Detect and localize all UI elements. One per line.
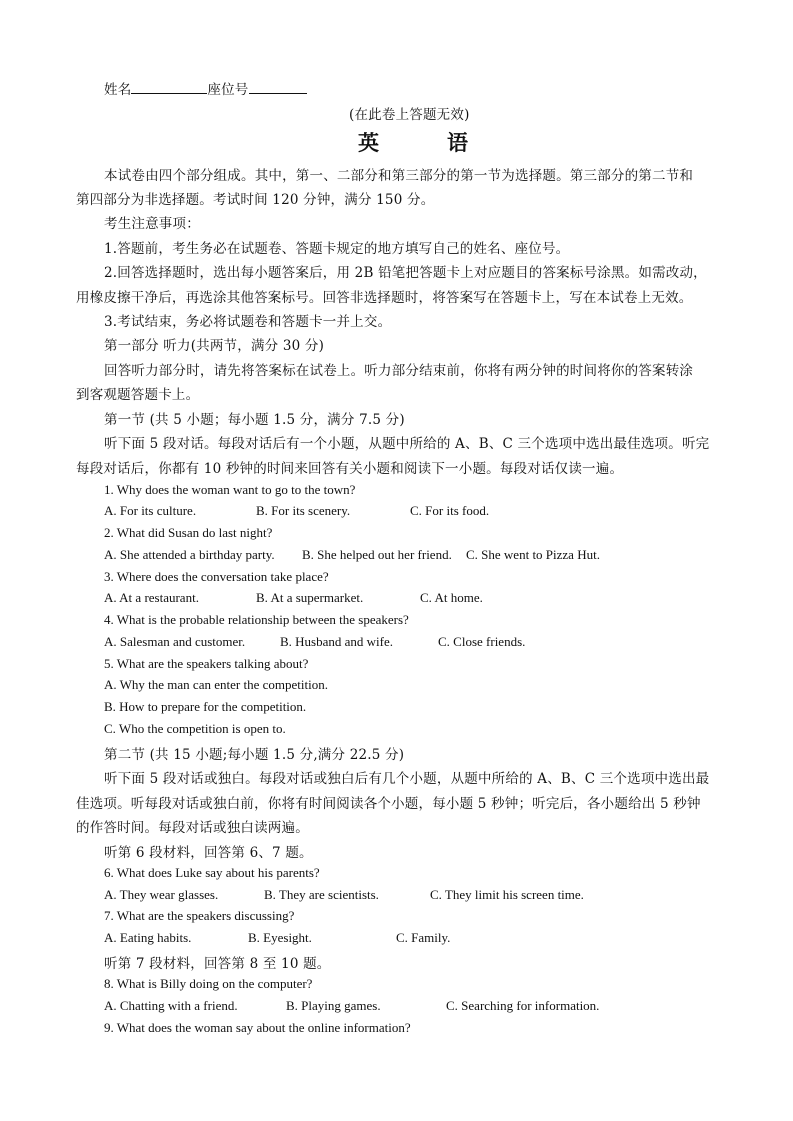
question-7-option-c: C. Family. bbox=[396, 930, 451, 945]
question-4-stem: 4. What is the probable relationship between the speakers? bbox=[104, 612, 409, 627]
section2-title: 第二节 (共 15 小题;每小题 1.5 分,满分 22.5 分) bbox=[104, 747, 405, 763]
intro-line-2: 第四部分为非选择题。考试时间 120 分钟，满分 150 分。 bbox=[76, 192, 435, 208]
section1-desc-line-1: 听下面 5 段对话。每段对话后有一个小题，从题中所给的 A、B、C 三个选项中选出最佳选项。听完 bbox=[104, 436, 710, 452]
question-1-option-a: A. For its culture. bbox=[104, 503, 197, 518]
question-7-option-a: A. Eating habits. bbox=[104, 930, 192, 945]
question-5-option-c: C. Who the competition is open to. bbox=[104, 721, 286, 736]
material-7-heading: 听第 7 段材料，回答第 8 至 10 题。 bbox=[104, 956, 331, 972]
title-char-2: 语 bbox=[447, 130, 470, 155]
question-2-option-c: C. She went to Pizza Hut. bbox=[466, 547, 600, 562]
notice-text: (在此卷上答题无效) bbox=[349, 107, 470, 123]
note-2-line-1: 2.回答选择题时，选出每小题答案后，用 2B 铅笔把答题卡上对应题目的答案标号涂黑。如需改动， bbox=[104, 265, 707, 281]
question-3-option-c: C. At home. bbox=[420, 590, 483, 605]
question-6-option-c: C. They limit his screen time. bbox=[430, 887, 584, 902]
section2-desc-line-3: 的作答时间。每段对话或独白读两遍。 bbox=[76, 820, 309, 836]
seat-label: 座位号 bbox=[207, 82, 249, 98]
name-label: 姓名 bbox=[104, 82, 132, 98]
title-char-1: 英 bbox=[358, 130, 381, 155]
question-6-option-b: B. They are scientists. bbox=[264, 887, 379, 902]
question-4-option-b: B. Husband and wife. bbox=[280, 634, 394, 649]
material-6-heading: 听第 6 段材料，回答第 6、7 题。 bbox=[104, 845, 313, 861]
question-8-option-a: A. Chatting with a friend. bbox=[104, 998, 238, 1013]
question-6-stem: 6. What does Luke say about his parents? bbox=[104, 865, 320, 880]
note-3: 3.考试结束，务必将试题卷和答题卡一并上交。 bbox=[104, 314, 392, 330]
page-title bbox=[358, 127, 470, 157]
question-8-option-c: C. Searching for information. bbox=[446, 998, 600, 1013]
seat-blank bbox=[249, 81, 307, 94]
section1-desc-line-2: 每段对话后，你都有 10 秒钟的时间来回答有关小题和阅读下一小题。每段对话仅读一遍。 bbox=[76, 461, 624, 477]
section1-title: 第一节 (共 5 小题；每小题 1.5 分，满分 7.5 分) bbox=[104, 412, 405, 428]
part1-title: 第一部分 听力(共两节，满分 30 分) bbox=[104, 338, 325, 354]
question-8-stem: 8. What is Billy doing on the computer? bbox=[104, 976, 313, 991]
section2-desc-line-2: 佳选项。听每段对话或独白前，你将有时间阅读各个小题，每小题 5 秒钟；听完后，各小题给出 5 秒钟 bbox=[76, 796, 701, 812]
question-3-option-b: B. At a supermarket. bbox=[256, 590, 364, 605]
question-1-stem: 1. Why does the woman want to go to the town? bbox=[104, 482, 356, 497]
question-1-option-c: C. For its food. bbox=[410, 503, 490, 518]
question-5-option-b: B. How to prepare for the competition. bbox=[104, 699, 307, 714]
question-2-option-a: A. She attended a birthday party. bbox=[104, 547, 275, 562]
question-4-option-a: A. Salesman and customer. bbox=[104, 634, 246, 649]
question-9-stem: 9. What does the woman say about the online information? bbox=[104, 1020, 411, 1035]
question-3-option-a: A. At a restaurant. bbox=[104, 590, 199, 605]
intro-line-1: 本试卷由四个部分组成。其中，第一、二部分和第三部分的第一节为选择题。第三部分的第二节和 bbox=[104, 168, 694, 184]
question-2-option-b: B. She helped out her friend. bbox=[302, 547, 452, 562]
part1-desc-line-1: 回答听力部分时，请先将答案标在试卷上。听力部分结束前，你将有两分钟的时间将你的答案转涂 bbox=[104, 363, 694, 379]
question-5-option-a: A. Why the man can enter the competition. bbox=[104, 677, 328, 692]
question-8-option-b: B. Playing games. bbox=[286, 998, 381, 1013]
part1-desc-line-2: 到客观题答题卡上。 bbox=[76, 387, 200, 403]
question-2-stem: 2. What did Susan do last night? bbox=[104, 525, 273, 540]
note-2-line-2: 用橡皮擦干净后，再选涂其他答案标号。回答非选择题时，将答案写在答题卡上，写在本试卷上无效。 bbox=[76, 290, 693, 306]
note-1: 1.答题前，考生务必在试题卷、答题卡规定的地方填写自己的姓名、座位号。 bbox=[104, 241, 570, 257]
question-3-stem: 3. Where does the conversation take place? bbox=[104, 569, 329, 584]
notes-title: 考生注意事项： bbox=[104, 216, 200, 232]
question-5-stem: 5. What are the speakers talking about? bbox=[104, 656, 309, 671]
name-seat-line bbox=[104, 78, 307, 98]
question-7-option-b: B. Eyesight. bbox=[248, 930, 312, 945]
question-7-stem: 7. What are the speakers discussing? bbox=[104, 908, 295, 923]
question-1-option-b: B. For its scenery. bbox=[256, 503, 351, 518]
question-6-option-a: A. They wear glasses. bbox=[104, 887, 219, 902]
question-4-option-c: C. Close friends. bbox=[438, 634, 526, 649]
section2-desc-line-1: 听下面 5 段对话或独白。每段对话或独白后有几个小题，从题中所给的 A、B、C 三个选项中选出最 bbox=[104, 771, 710, 787]
name-blank bbox=[131, 81, 207, 94]
